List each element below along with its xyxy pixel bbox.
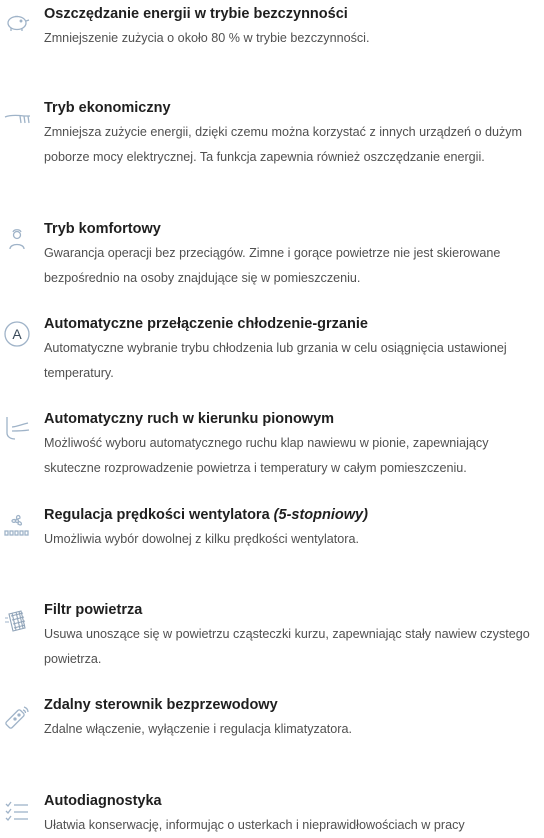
feature-description: Umożliwia wybór dowolnej z kilku prędkości wentylatora. (44, 532, 359, 546)
feature-title-text: Regulacja prędkości wentylatora (44, 507, 270, 523)
feature-title: Filtr powietrza (44, 602, 143, 618)
feature-description: Ułatwia konserwację, informując o usterkach i nieprawidłowościach w pracy (44, 818, 465, 832)
auto-mode-icon (2, 319, 32, 349)
economy-wave-icon (2, 102, 32, 132)
checklist-icon (2, 797, 32, 827)
piggy-bank-icon (2, 8, 32, 38)
person-comfort-icon (2, 225, 32, 255)
feature-description: Automatyczne wybranie trybu chłodzenia lub grzania w celu osiągnięcia ustawionej temperatury. (44, 341, 507, 380)
remote-control-icon (2, 703, 32, 733)
feature-description: Zdalne włączenie, wyłączenie i regulacja klimatyzatora. (44, 722, 352, 736)
feature-title: Oszczędzanie energii w trybie bezczynności (44, 6, 348, 22)
vertical-swing-icon (2, 413, 32, 443)
feature-description: Usuwa unoszące się w powietrzu cząsteczki kurzu, zapewniając stały nawiew czystego powietrza. (44, 627, 530, 666)
air-filter-icon (2, 606, 32, 636)
feature-title: Tryb komfortowy (44, 221, 161, 237)
feature-title (44, 507, 368, 523)
feature-title: Tryb ekonomiczny (44, 100, 171, 116)
feature-title: Automatyczny ruch w kierunku pionowym (44, 411, 335, 427)
fan-speed-icon (2, 510, 32, 540)
auto-mode-letter: A (12, 326, 22, 342)
feature-title-note: (5-stopniowy) (273, 507, 368, 523)
feature-description: Zmniejszenie zużycia o około 80 % w trybie bezczynności. (44, 31, 370, 45)
feature-description: Możliwość wyboru automatycznego ruchu klap nawiewu w pionie, zapewniający skuteczne rozprowadzenie powietrza i temperatury w całym pomieszczeniu. (44, 436, 489, 475)
feature-description: Zmniejsza zużycie energii, dzięki czemu można korzystać z innych urządzeń o dużym poborze mocy elektrycznej. Ta funkcja zapewnia również oszczędzanie energii. (44, 125, 523, 164)
feature-title: Automatyczne przełączenie chłodzenie-grzanie (44, 316, 368, 332)
feature-description: Gwarancja operacji bez przeciągów. Zimne i gorące powietrze nie jest skierowane bezpośrednio na osoby znajdujące się w pomieszczeniu. (44, 246, 501, 285)
feature-title: Autodiagnostyka (44, 793, 162, 809)
feature-title: Zdalny sterownik bezprzewodowy (44, 697, 278, 713)
